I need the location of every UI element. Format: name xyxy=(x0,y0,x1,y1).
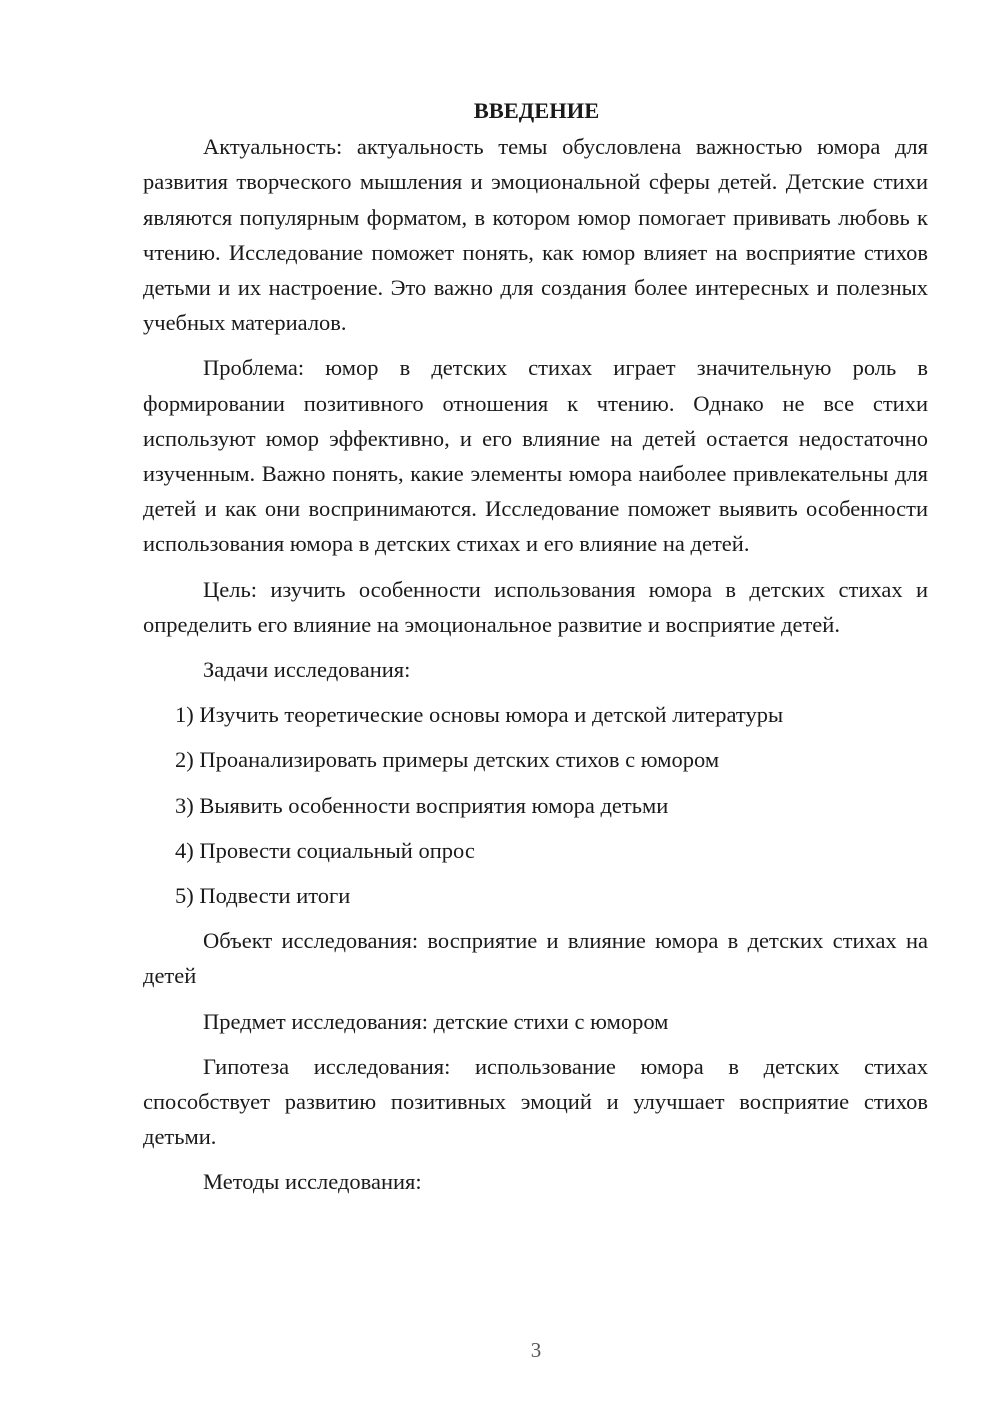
list-item-number: 4) xyxy=(175,837,194,863)
list-item xyxy=(143,878,928,913)
tasks-list xyxy=(143,697,928,913)
list-item-number: 2) xyxy=(175,747,194,773)
list-item xyxy=(143,788,928,823)
list-item xyxy=(143,742,928,777)
list-item-text: Подвести итоги xyxy=(199,883,351,909)
paragraph-goal: Цель: изучить особенности использования юмора в детских стихах и определить его влияние на эмоциональное развитие и восприятие детей. xyxy=(143,576,928,637)
page-number: 3 xyxy=(530,1338,542,1362)
list-item xyxy=(143,833,928,868)
tasks-heading: Задачи исследования: xyxy=(203,657,411,683)
list-item-text: Проанализировать примеры детских стихов с юмором xyxy=(199,747,720,773)
page-content xyxy=(143,93,928,1210)
paragraph-relevance: Актуальность: актуальность темы обусловлена важностью юмора для развития творческого мышления и эмоциональной сферы детей. Детские стихи являются популярным форматом, в котором юмор помогает прививать любовь к чтению. Исследование поможет понять, как юмор влияет на восприятие стихов детьми и их настроение. Это важно для создания более интересных и полезных учебных материалов. xyxy=(143,134,928,336)
list-item-number: 1) xyxy=(175,702,194,728)
list-item-text: Провести социальный опрос xyxy=(199,837,475,863)
list-item xyxy=(143,697,928,732)
page-title: ВВЕДЕНИЕ xyxy=(473,98,600,123)
paragraph-problem: Проблема: юмор в детских стихах играет значительную роль в формировании позитивного отношения к чтению. Однако не все стихи используют юмор эффективно, и его влияние на детей остается недостаточно изученным. Важно понять, какие элементы юмора наиболее привлекательны для детей и как они воспринимаются. Исследование поможет выявить особенности использования юмора в детских стихах и его влияние на детей. xyxy=(143,355,928,557)
list-item-text: Выявить особенности восприятия юмора детьми xyxy=(199,792,669,818)
list-item-number: 5) xyxy=(175,883,194,909)
methods-heading: Методы исследования: xyxy=(203,1169,422,1195)
list-item-number: 3) xyxy=(175,792,194,818)
paragraph-subject: Предмет исследования: детские стихи с юмором xyxy=(203,1008,669,1034)
list-item-text: Изучить теоретические основы юмора и детской литературы xyxy=(199,702,784,728)
paragraph-hypothesis: Гипотеза исследования: использование юмора в детских стихах способствует развитию позитивных эмоций и улучшает восприятие стихов детьми. xyxy=(143,1053,928,1150)
paragraph-object: Объект исследования: восприятие и влияние юмора в детских стихах на детей xyxy=(143,928,928,989)
